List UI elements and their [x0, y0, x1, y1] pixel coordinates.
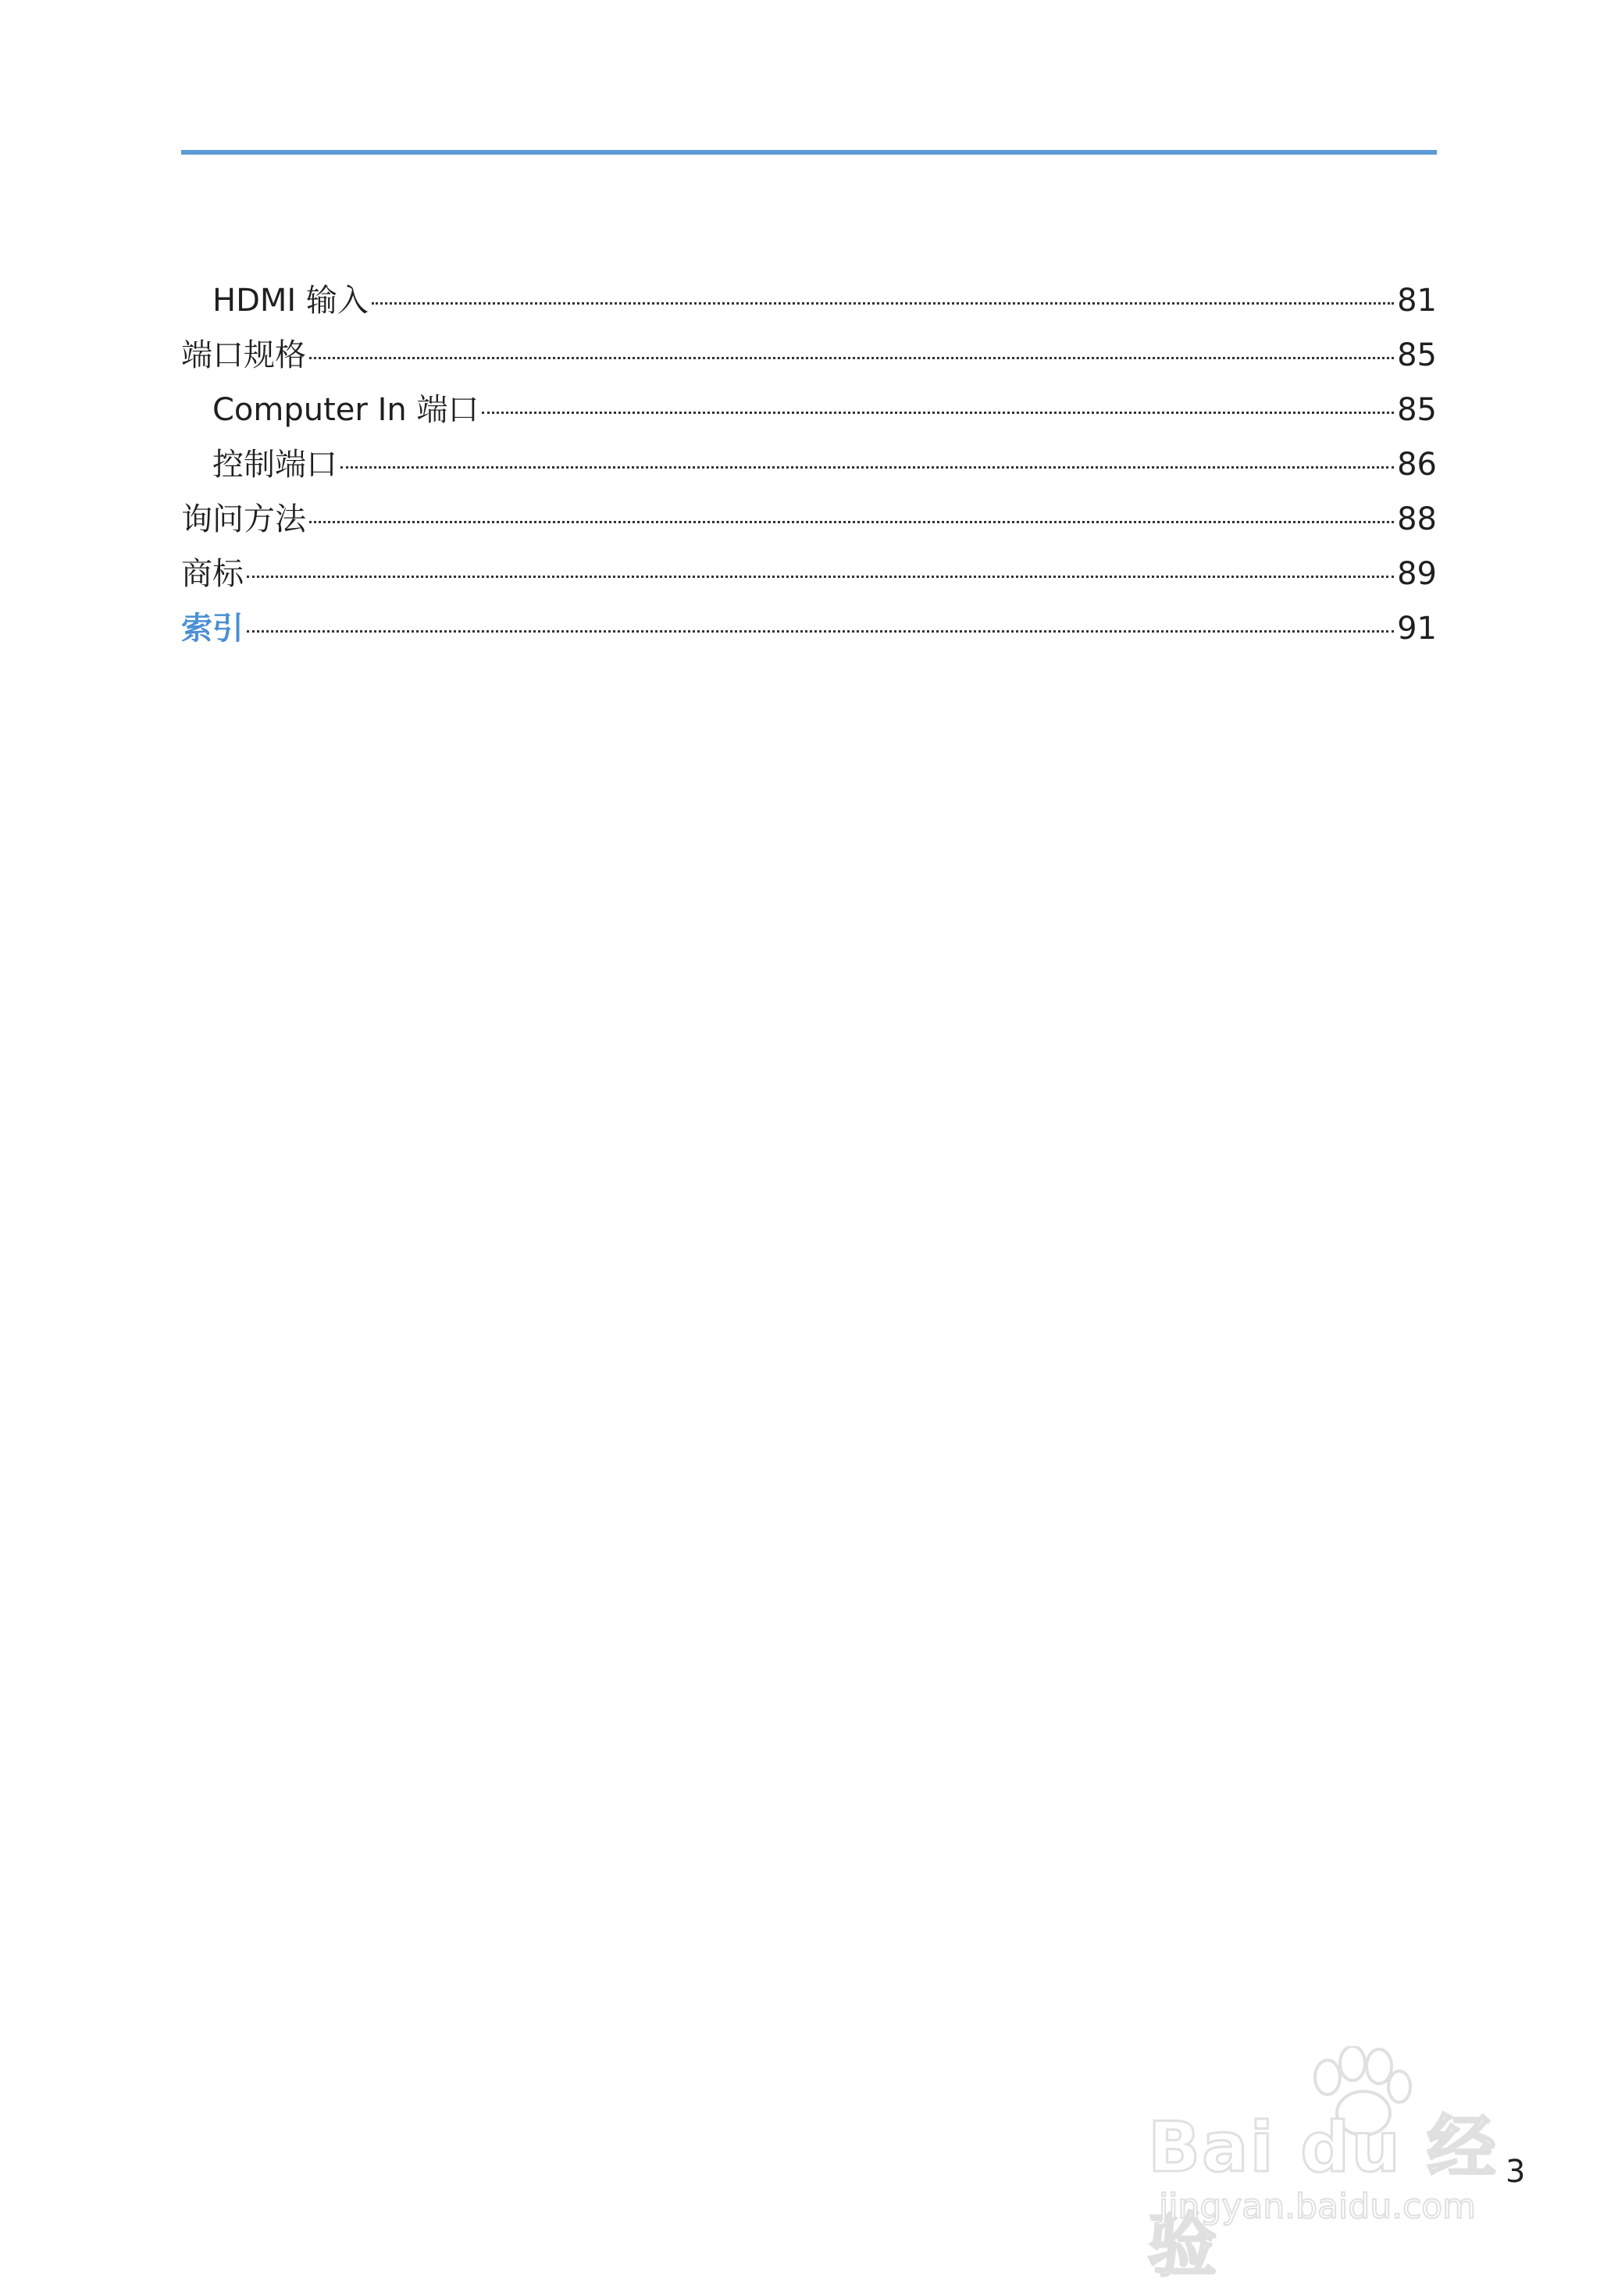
toc-dot-leader: [340, 466, 1394, 469]
toc-entry-label: 端口规格: [181, 337, 306, 373]
toc-entry-page: 88: [1397, 501, 1437, 537]
toc-entry-label: 商标: [181, 556, 244, 592]
toc-entry-label: HDMI 输入: [212, 283, 369, 319]
page-number: 3: [1506, 2154, 1526, 2190]
toc-entry-hdmi-input[interactable]: [181, 273, 1437, 328]
toc-dot-leader: [247, 630, 1394, 633]
toc-dot-leader: [309, 357, 1394, 359]
toc-entry-inquiry[interactable]: [181, 492, 1437, 547]
watermark-url: jingyan.baidu.com: [1159, 2187, 1477, 2226]
toc-dot-leader: [309, 521, 1394, 523]
toc-entry-label: 控制端口: [212, 447, 337, 483]
toc-entry-port-specs[interactable]: [181, 328, 1437, 383]
toc-entry-index[interactable]: [181, 601, 1437, 656]
toc-entry-page: 89: [1397, 556, 1437, 592]
table-of-contents: [181, 273, 1437, 656]
toc-entry-label: 询问方法: [181, 501, 306, 537]
toc-entry-label: Computer In 端口: [212, 392, 479, 428]
toc-dot-leader: [482, 412, 1394, 414]
toc-entry-page: 85: [1397, 392, 1437, 428]
watermark-logo-text: Bai du 经验: [1148, 2107, 1498, 2286]
header-rule: [181, 150, 1437, 155]
toc-entry-page: 81: [1397, 283, 1437, 319]
toc-dot-leader: [247, 576, 1394, 578]
toc-entry-page: 91: [1397, 611, 1437, 647]
baidu-jingyan-watermark: [1148, 2046, 1526, 2286]
toc-entry-page: 86: [1397, 447, 1437, 483]
toc-dot-leader: [372, 302, 1394, 305]
toc-entry-page: 85: [1397, 337, 1437, 373]
toc-entry-control-port[interactable]: [181, 437, 1437, 492]
toc-entry-trademarks[interactable]: [181, 547, 1437, 601]
toc-entry-computer-in-port[interactable]: [181, 383, 1437, 437]
toc-entry-label: 索引: [181, 611, 244, 647]
